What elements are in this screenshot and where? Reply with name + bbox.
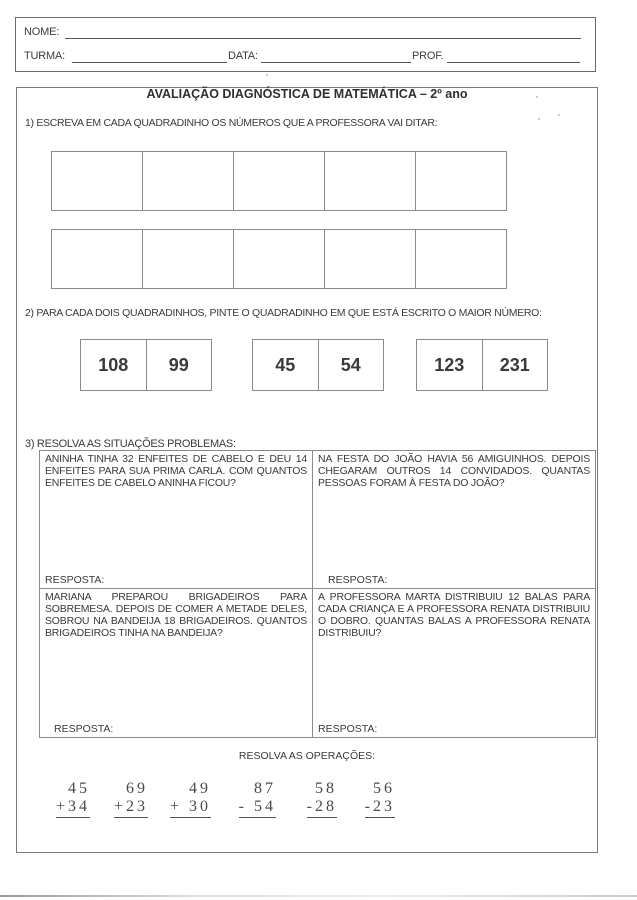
answer-cell[interactable] — [325, 152, 416, 210]
scan-speck — [538, 118, 540, 120]
operation-bottom: + 30 — [170, 798, 211, 818]
answer-grid-row-1 — [51, 151, 507, 211]
answer-cell[interactable] — [52, 230, 143, 288]
answer-label[interactable]: RESPOSTA: — [318, 723, 378, 735]
question-2-text: 2) PARA CADA DOIS QUADRADINHOS, PINTE O QUADRADINHO EM QUE ESTÁ ESCRITO O MAIOR NÚMERO: — [25, 307, 542, 319]
operation-top: 49 — [189, 780, 211, 797]
number-pair-2 — [252, 339, 384, 391]
class-field[interactable] — [72, 62, 227, 63]
operation[interactable] — [355, 780, 395, 818]
operation-top: 69 — [126, 780, 148, 797]
teacher-field[interactable] — [447, 62, 580, 63]
answer-cell[interactable] — [416, 152, 506, 210]
problem-text: NA FESTA DO JOÃO HAVIA 56 AMIGUINHOS. DEPOIS CHEGARAM OUTROS 14 CONVIDADOS. QUANTAS PESSOAS FORAM À FESTA DO JOÃO? — [318, 453, 590, 489]
answer-grid-row-2 — [51, 229, 507, 289]
student-info-box — [15, 17, 596, 72]
answer-label[interactable]: RESPOSTA: — [328, 574, 388, 586]
number-box[interactable]: 108 — [81, 340, 147, 390]
operation-bottom: +23 — [114, 798, 148, 818]
scan-speck — [266, 74, 268, 76]
operation-top: 45 — [68, 780, 90, 797]
operation[interactable] — [108, 780, 148, 818]
answer-label[interactable]: RESPOSTA: — [54, 723, 114, 735]
problem-text: A PROFESSORA MARTA DISTRIBUIU 12 BALAS PARA CADA CRIANÇA E A PROFESSORA RENATA DISTRIBUIU O DOBRO. QUANTAS BALAS A PROFESSORA RENATA DISTRIBUIU? — [318, 591, 590, 639]
answer-label[interactable]: RESPOSTA: — [45, 574, 105, 586]
teacher-label: PROF. — [412, 50, 444, 62]
answer-cell[interactable] — [143, 230, 234, 288]
number-box[interactable]: 123 — [417, 340, 483, 390]
number-box[interactable]: 99 — [168, 354, 189, 375]
number-box[interactable]: 231 — [499, 354, 530, 375]
page-title: AVALIAÇÃO DIAGNÓSTICA DE MATEMÁTICA – 2º ano — [146, 87, 468, 101]
date-label: DATA: — [228, 50, 258, 62]
number-pair-3 — [416, 339, 548, 391]
problem-text: MARIANA PREPAROU BRIGADEIROS PARA SOBREMESA. DEPOIS DE COMER A METADE DELES, SOBROU NA BANDEIJA 18 BRIGADEIROS. QUANTOS BRIGADEIROS TINHA NA BANDEIJA? — [45, 591, 307, 639]
operation-bottom: -28 — [307, 798, 337, 818]
answer-cell[interactable] — [416, 230, 506, 288]
answer-cell[interactable] — [52, 152, 143, 210]
operation-top: 56 — [373, 780, 395, 797]
number-box[interactable]: 54 — [340, 354, 361, 375]
answer-cell[interactable] — [234, 230, 325, 288]
problem-cell — [40, 451, 313, 589]
problem-cell — [40, 589, 313, 737]
scan-edge — [0, 895, 637, 897]
problem-text: ANINHA TINHA 32 ENFEITES DE CABELO E DEU 14 ENFEITES PARA SUA PRIMA CARLA. COM QUANTOS ENFEITES DE CABELO ANINHA FICOU? — [45, 453, 307, 489]
operation[interactable] — [230, 780, 276, 818]
problems-table — [39, 450, 596, 738]
operation-bottom: +34 — [56, 798, 90, 818]
number-box[interactable]: 45 — [253, 340, 319, 390]
number-pair-1 — [80, 339, 212, 391]
operation-bottom: -23 — [365, 798, 395, 818]
operation-top: 58 — [315, 780, 337, 797]
operation[interactable] — [297, 780, 337, 818]
name-field[interactable] — [65, 38, 581, 39]
operation-bottom: - 54 — [239, 798, 276, 818]
class-label: TURMA: — [24, 50, 65, 62]
operation[interactable] — [50, 780, 90, 818]
date-field[interactable] — [261, 62, 411, 63]
problem-cell — [313, 589, 595, 737]
operation[interactable] — [163, 780, 211, 818]
name-label: NOME: — [24, 26, 60, 38]
question-1-text: 1) ESCREVA EM CADA QUADRADINHO OS NÚMEROS QUE A PROFESSORA VAI DITAR: — [25, 117, 438, 129]
answer-cell[interactable] — [143, 152, 234, 210]
operation-top: 87 — [254, 780, 276, 797]
question-3-text: 3) RESOLVA AS SITUAÇÕES PROBLEMAS: — [25, 438, 236, 450]
scan-speck — [536, 96, 538, 98]
scan-speck — [558, 114, 560, 116]
operations-title: RESOLVA AS OPERAÇÕES: — [238, 750, 376, 762]
problem-cell — [313, 451, 595, 589]
answer-cell[interactable] — [234, 152, 325, 210]
answer-cell[interactable] — [325, 230, 416, 288]
